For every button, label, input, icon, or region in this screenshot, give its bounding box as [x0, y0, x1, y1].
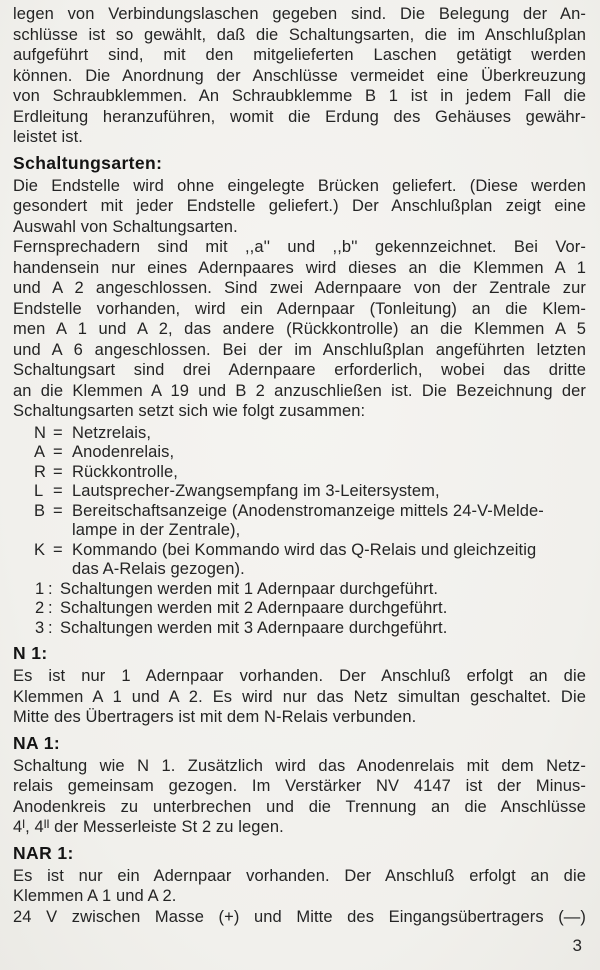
legend-item-k — [13, 541, 586, 580]
legend-item-2 — [13, 599, 586, 619]
legend-separator: = — [53, 540, 63, 559]
text-line: an die Klemmen A 19 und B 2 anzuschließen ist. Die Bezeichnung der — [13, 381, 586, 400]
text-line: gesondert mit jeder Endstelle geliefert.) Der Anschlußplan zeigt eine — [13, 197, 586, 215]
text-line: Schaltungsarten setzt sich wie folgt zusammen: — [13, 402, 366, 420]
voltage-note-line: 24 V zwischen Masse (+) und Mitte des Eingangsübertragers (—) — [13, 907, 586, 926]
text-line: Es ist nur 1 Adernpaar vorhanden. Der Anschluß erfolgt an die — [13, 667, 586, 685]
paragraph-na1 — [13, 756, 586, 838]
text-line: Es ist nur ein Adernpaar vorhanden. Der Anschluß erfolgt an die — [13, 866, 586, 885]
legend-item-l — [13, 482, 586, 502]
legend-item-1 — [13, 580, 586, 600]
text-line: Die Endstelle wird ohne eingelegte Brücken geliefert. (Diese werden — [13, 176, 586, 195]
legend-term: 3 — [35, 618, 45, 637]
legend-text: Netzrelais, — [72, 423, 152, 442]
heading-na1: NA 1: — [13, 732, 61, 753]
text-line: handensein nur eines Adernpaares wird dieses an die Klemmen A 1 — [13, 258, 586, 277]
legend-item-3 — [13, 619, 586, 639]
text-line: relais gemeinsam gezogen. Im Verstärker NV 4147 ist der Minus- — [13, 777, 586, 795]
legend-separator: = — [53, 462, 63, 481]
legend-term: K — [34, 540, 46, 559]
page-number: 3 — [572, 935, 582, 955]
legend-item-a — [13, 443, 586, 463]
legend-term: A — [34, 443, 46, 461]
legend-separator: = — [53, 423, 63, 442]
paragraph-nar1 — [13, 866, 586, 907]
text-line: Klemmen A 1 und A 2. Es wird nur das Netz simultan geschaltet. Die — [13, 687, 586, 706]
legend-text: Schaltungen werden mit 1 Adernpaar durchgeführt. — [60, 579, 439, 598]
legend-separator: = — [53, 443, 63, 461]
text-line: Endstelle vorhanden, wird ein Adernpaar (Tonleitung) an die Klem- — [13, 299, 586, 318]
heading-schaltungsarten: Schaltungsarten: — [13, 152, 163, 173]
paragraph-fernsprechadern — [13, 237, 586, 422]
legend-text — [72, 541, 586, 580]
text-line: können. Die Anordnung der Anschlüsse vermeidet eine Überkreuzung — [13, 66, 586, 85]
legend-item-r — [13, 463, 586, 483]
legend-separator: : — [48, 618, 53, 637]
legend-item-n — [13, 424, 586, 444]
text-line: leistet ist. — [13, 128, 83, 146]
legend-text: Schaltungen werden mit 3 Adernpaare durchgeführt. — [60, 618, 448, 637]
legend-separator: = — [53, 501, 63, 520]
legend-term: R — [34, 462, 47, 481]
text-line: 4ᴵ, 4ᴵᴵ der Messerleiste St 2 zu legen. — [13, 818, 284, 836]
text-line: legen von Verbindungslaschen gegeben sind. Die Belegung der An- — [13, 5, 586, 23]
text-line: Klemmen A 1 und A 2. — [13, 887, 177, 905]
text-line: das A-Relais gezogen). — [72, 560, 245, 578]
legend-separator: : — [48, 579, 53, 598]
text-line: Schaltung wie N 1. Zusätzlich wird das Anodenrelais mit dem Netz- — [13, 756, 586, 775]
legend-separator: : — [48, 599, 53, 617]
legend-term: L — [34, 482, 44, 500]
text-line: Kommando (bei Kommando wird das Q-Relais und gleichzeitig — [72, 540, 537, 559]
heading-nar1: NAR 1: — [13, 842, 74, 863]
legend-term: B — [34, 501, 46, 520]
legend-term: 2 — [35, 599, 45, 617]
text-line: schlüsse ist so gewählt, daß die Schaltungsarten, die im Anschlußplan — [13, 25, 586, 44]
legend-text: Lautsprecher-Zwangsempfang im 3-Leitersystem, — [72, 482, 440, 500]
text-line: von Schraubklemmen. An Schraubklemme B 1 ist in jedem Fall die — [13, 87, 586, 105]
text-line: lampe in der Zentrale), — [72, 521, 241, 539]
text-line: und A 2 angeschlossen. Sind zwei Adernpaare von der Zentrale zur — [13, 279, 586, 297]
text-line: Auswahl von Schaltungsarten. — [13, 217, 238, 236]
text-line: Fernsprechadern sind mit ,,a'' und ,,b'' gekennzeichnet. Bei Vor- — [13, 238, 586, 256]
legend-term: 1 — [35, 579, 45, 598]
text-line: Mitte des Übertragers ist mit dem N-Relais verbunden. — [13, 708, 417, 726]
paragraph-n1 — [13, 666, 586, 728]
text-line: Bereitschaftsanzeige (Anodenstromanzeige mittels 24-V-Melde- — [72, 501, 544, 520]
legend-text: Schaltungen werden mit 2 Adernpaare durchgeführt. — [60, 599, 448, 617]
text-line: Erdleitung heranzuführen, womit die Erdung des Gehäuses gewähr- — [13, 107, 586, 126]
text-line: men A 1 und A 2, das andere (Rückkontrolle) an die Klemmen A 5 — [13, 320, 586, 338]
text-line: aufgeführt sind, mit den mitgelieferten Laschen getätigt werden — [13, 46, 586, 64]
paragraph-endstelle — [13, 176, 586, 238]
legend-text: Anodenrelais, — [72, 443, 175, 461]
text-line: Anodenkreis zu unterbrechen und die Trennung an die Anschlüsse — [13, 797, 586, 816]
legend-item-b — [13, 502, 586, 541]
legend-list — [13, 424, 586, 639]
paragraph-intro — [13, 4, 586, 148]
text-line: Schaltungsart sind drei Adernpaare erforderlich, wobei das dritte — [13, 361, 586, 379]
legend-term: N — [34, 423, 47, 442]
text-line: und A 6 angeschlossen. Bei der im Anschlußplan angeführten letzten — [13, 340, 586, 359]
legend-separator: = — [53, 482, 63, 500]
legend-text: Rückkontrolle, — [72, 462, 178, 481]
legend-text — [72, 502, 586, 541]
heading-n1: N 1: — [13, 643, 48, 663]
